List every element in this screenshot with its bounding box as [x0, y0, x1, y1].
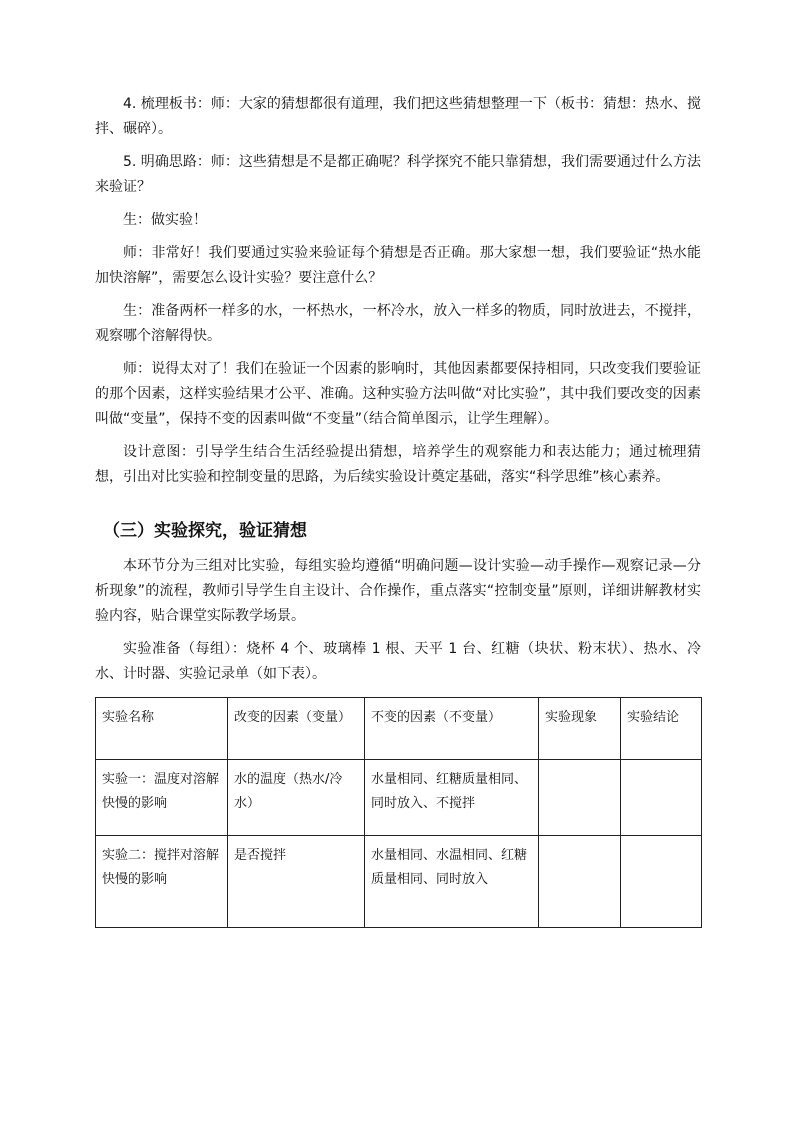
paragraph-board-summary: 4. 梳理板书：师：大家的猜想都很有道理，我们把这些猜想整理一下（板书：猜想：热水、搅拌、碾碎）。	[95, 96, 701, 137]
paragraph-design-intent: 设计意图：引导学生结合生活经验提出猜想，培养学生的观察能力和表达能力；通过梳理猜想，引出对比实验和控制变量的思路，为后续实验设计奠定基础，落实“科学思维”核心素养。	[95, 444, 701, 485]
table-header-cell: 改变的因素（变量）	[228, 698, 365, 760]
table-cell: 水量相同、红糖质量相同、同时放入、不搅拌	[365, 760, 539, 836]
paragraph-student-design: 生：准备两杯一样多的水，一杯热水，一杯冷水，放入一样多的物质，同时放进去，不搅拌，观察哪个溶解得快。	[95, 303, 701, 344]
table-cell: 水的温度（热水/冷水）	[228, 760, 365, 836]
table-cell	[539, 836, 621, 928]
table-cell: 实验一：温度对溶解快慢的影响	[96, 760, 228, 836]
table-header-row	[96, 698, 702, 760]
table-cell	[621, 836, 702, 928]
table-header-cell: 实验名称	[96, 698, 228, 760]
paragraph-teacher-explanation: 师：说得太对了！我们在验证一个因素的影响时，其他因素都要保持相同，只改变我们要验证的那个因素，这样实验结果才公平、准确。这种实验方法叫做“对比实验”，其中我们要改变的因素叫做“变量”，保持不变的因素叫做“不变量”（结合简单图示，让学生理解）。	[95, 361, 701, 427]
paragraph-clarify-approach: 5. 明确思路：师：这些猜想是不是都正确呢？科学探究不能只靠猜想，我们需要通过什么方法来验证？	[95, 154, 701, 195]
table-cell: 是否搅拌	[228, 836, 365, 928]
paragraph-section-intro: 本环节分为三组对比实验，每组实验均遵循“明确问题—设计实验—动手操作—观察记录—分析现象”的流程，教师引导学生自主设计、合作操作，重点落实“控制变量”原则，详细讲解教材实验内容，贴合课堂实际教学场景。	[95, 558, 701, 624]
table-header-cell: 不变的因素（不变量）	[365, 698, 539, 760]
paragraph-student-answer: 生：做实验！	[123, 212, 207, 228]
paragraph-experiment-materials: 实验准备（每组）：烧杯 4 个、玻璃棒 1 根、天平 1 台、红糖（块状、粉末状）、热水、冷水、计时器、实验记录单（如下表）。	[95, 641, 701, 682]
experiment-record-table	[95, 697, 702, 928]
table-row	[96, 760, 702, 836]
table-cell	[621, 760, 702, 836]
paragraph-teacher-question: 师：非常好！我们要通过实验来验证每个猜想是否正确。那大家想一想，我们要验证“热水能加快溶解”，需要怎么设计实验？要注意什么？	[95, 245, 701, 286]
table-header-cell: 实验现象	[539, 698, 621, 760]
table-cell: 实验二：搅拌对溶解快慢的影响	[96, 836, 228, 928]
section-heading: （三）实验探究，验证猜想	[103, 521, 307, 541]
table-row	[96, 836, 702, 928]
table-header-cell: 实验结论	[621, 698, 702, 760]
table-cell: 水量相同、水温相同、红糖质量相同、同时放入	[365, 836, 539, 928]
document-body	[95, 92, 701, 928]
table-cell	[539, 760, 621, 836]
